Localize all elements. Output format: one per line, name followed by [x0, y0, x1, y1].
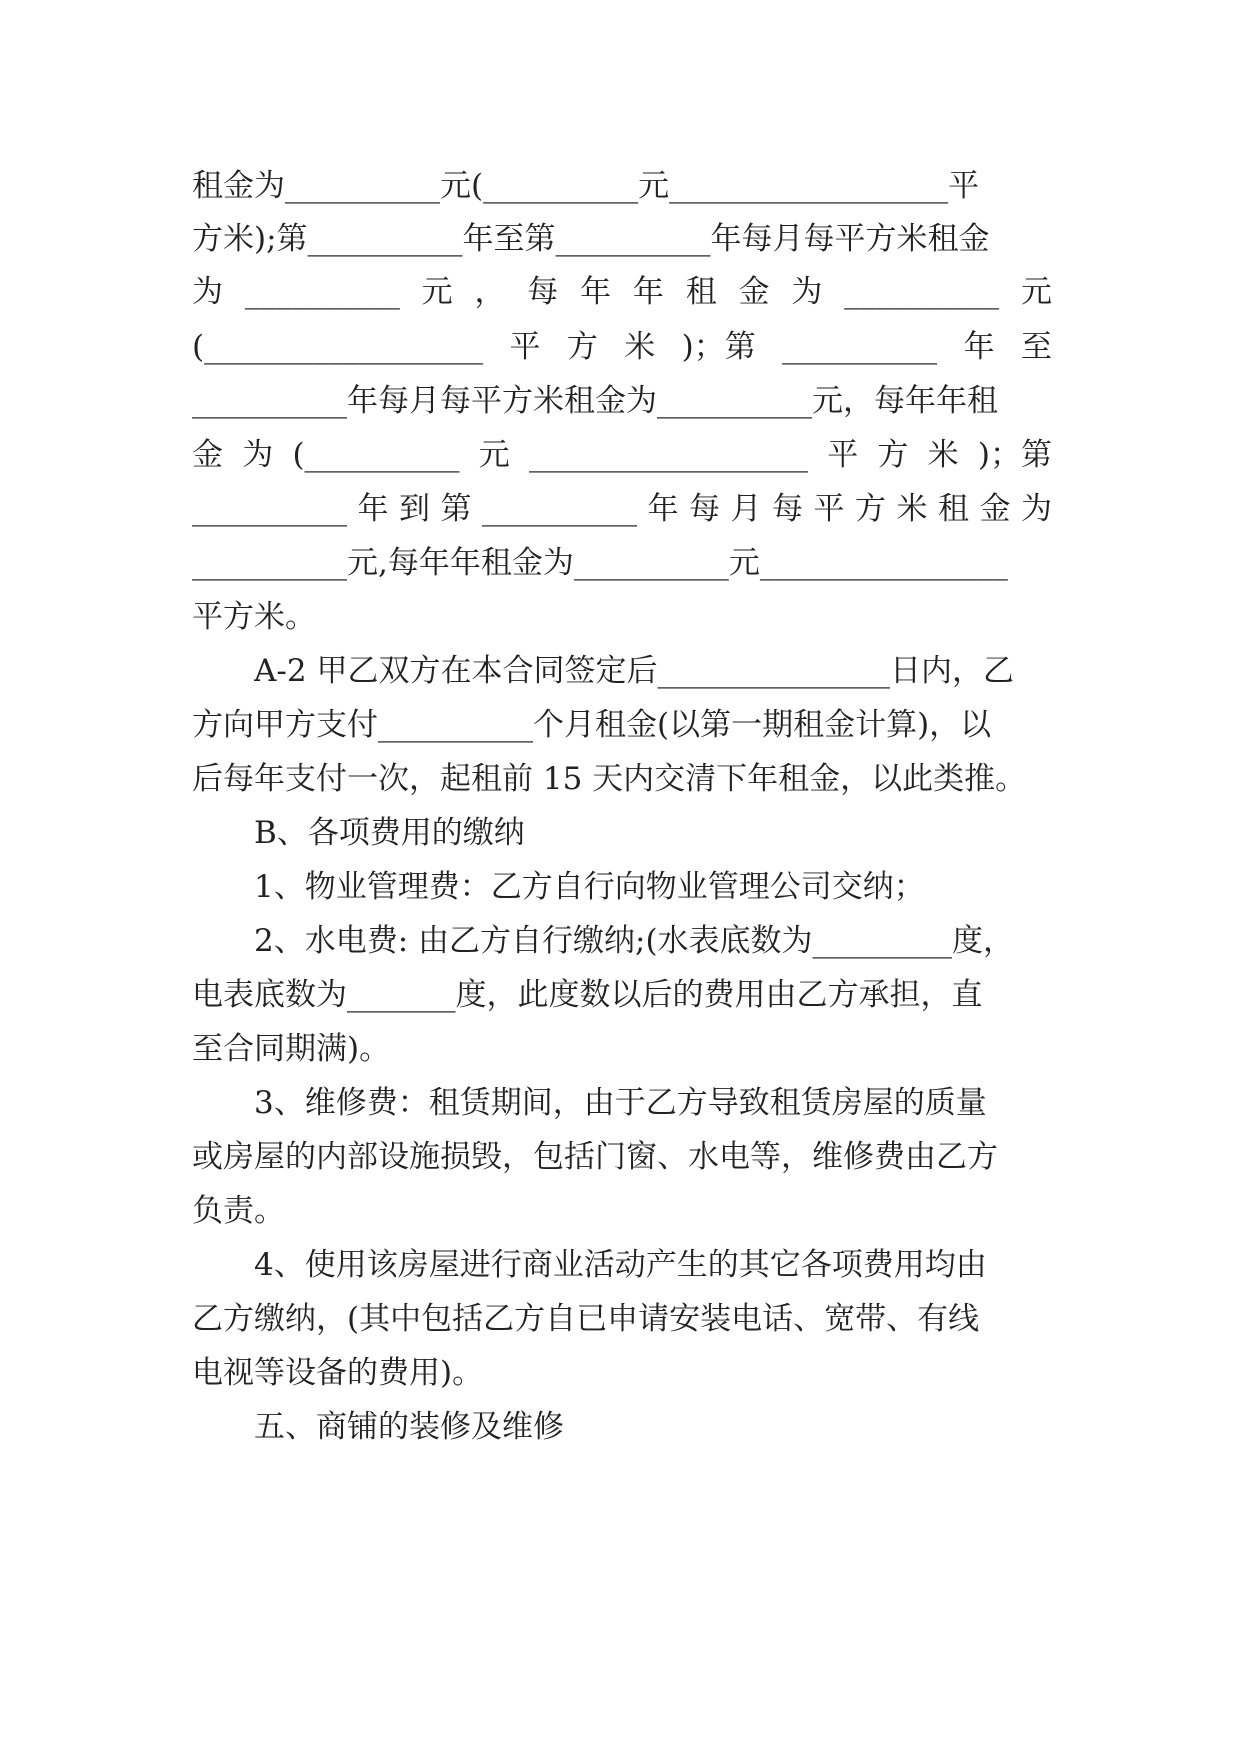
text-line — [192, 267, 1052, 317]
text-segment: 金 — [192, 437, 223, 473]
text-line — [254, 916, 1052, 966]
text-segment: __________年每月每平方米租金为__________元，每年年租 — [192, 383, 998, 419]
text-segment: 电表底数为_______度，此度数以后的费用由乙方承担，直 — [192, 977, 983, 1013]
text-segment: 为 — [192, 274, 223, 310]
text-segment: 金 — [979, 491, 1011, 527]
text-segment: 方 — [877, 437, 909, 473]
text-segment: 方米);第__________年至第__________年每月每平方米租金 — [192, 221, 990, 257]
text-segment: 为 — [791, 274, 823, 310]
text-line: 负责。 — [192, 1193, 285, 1229]
text-line — [192, 161, 1052, 211]
text-segment: 每 — [689, 491, 720, 527]
text-segment: __________元,每年年租金为__________元________________ — [192, 545, 1008, 581]
text-segment: 年 — [580, 274, 612, 310]
text-segment: 到 — [399, 491, 430, 527]
text-line — [192, 538, 1052, 588]
text-segment: 年 — [632, 274, 664, 310]
text-line — [192, 214, 1052, 264]
text-segment: )；第 — [681, 329, 756, 365]
text-segment: 2、水电费: 由乙方自行缴纳;(水表底数为_________度， — [254, 923, 1015, 959]
text-segment: 4、使用该房屋进行商业活动产生的其它各项费用均由 — [254, 1247, 987, 1283]
text-segment: ， — [474, 274, 506, 310]
text-line — [192, 430, 1052, 480]
text-segment: A-2 甲乙双方在本合同签定后_______________日内，乙 — [254, 653, 1014, 689]
section-heading: B、各项费用的缴纳 — [254, 815, 525, 851]
text-segment: 或房屋的内部设施损毁，包括门窗、水电等，维修费由乙方 — [192, 1139, 998, 1175]
section-heading: 五、商铺的装修及维修 — [254, 1409, 564, 1445]
text-segment: 平 — [827, 437, 859, 473]
text-line — [192, 1294, 1052, 1344]
text-line: 1、物业管理费：乙方自行向物业管理公司交纳； — [254, 869, 925, 905]
text-line — [192, 970, 1052, 1020]
text-segment: 3、维修费：租赁期间，由于乙方导致租赁房屋的质量 — [254, 1085, 987, 1121]
text-segment: 每 — [527, 274, 559, 310]
text-segment: (__________________ — [192, 329, 484, 365]
text-segment: __________ — [244, 274, 400, 310]
text-line — [192, 376, 1052, 426]
text-line — [254, 646, 1052, 696]
text-line — [192, 754, 1052, 804]
text-segment: 乙方缴纳，(其中包括乙方自已申请安装电话、宽带、有线 — [192, 1301, 980, 1337]
text-line — [192, 700, 1052, 750]
text-segment: __________ — [482, 491, 637, 527]
text-segment: 年 — [357, 491, 389, 527]
text-segment: 每 — [772, 491, 803, 527]
text-segment: __________ — [844, 274, 1000, 310]
text-segment: 元 — [478, 437, 510, 473]
text-segment: __________ — [782, 329, 938, 365]
text-segment: 米 — [624, 329, 656, 365]
text-segment: __________ — [192, 491, 347, 527]
text-segment: 租 — [938, 491, 969, 527]
text-segment: 元 — [421, 274, 453, 310]
text-line — [254, 1078, 1052, 1128]
text-line — [192, 484, 1052, 534]
text-segment: 为 — [1021, 491, 1052, 527]
text-line: 平方米。 — [192, 599, 316, 635]
text-segment: 平 — [509, 329, 541, 365]
text-line — [192, 322, 1052, 372]
text-segment: 元 — [1020, 274, 1052, 310]
text-segment: )；第 — [977, 437, 1052, 473]
text-segment: 月 — [730, 491, 762, 527]
text-segment: 金 — [738, 274, 770, 310]
text-segment: 为 — [242, 437, 274, 473]
text-segment: 方 — [566, 329, 598, 365]
text-segment: 租金为__________元(__________元__________________平 — [192, 168, 980, 204]
text-line — [254, 1240, 1052, 1290]
text-segment: (__________ — [292, 437, 460, 473]
text-line: 电视等设备的费用)。 — [192, 1355, 484, 1391]
text-segment: 方 — [855, 491, 886, 527]
text-segment: 方向甲方支付__________个月租金(以第一期租金计算)，以 — [192, 707, 992, 743]
text-segment: 年 — [963, 329, 995, 365]
text-segment: 年 — [647, 491, 679, 527]
text-segment: 至 — [1020, 329, 1052, 365]
text-segment: __________________ — [528, 437, 808, 473]
text-segment: 第 — [440, 491, 472, 527]
text-segment: 后每年支付一次，起租前 15 天内交清下年租金，以此类推。 — [192, 761, 1027, 797]
text-line: 至合同期满)。 — [192, 1031, 391, 1067]
text-line — [192, 1132, 1052, 1182]
text-segment: 平 — [813, 491, 845, 527]
text-segment: 米 — [927, 437, 959, 473]
text-segment: 租 — [685, 274, 717, 310]
text-segment: 米 — [896, 491, 928, 527]
